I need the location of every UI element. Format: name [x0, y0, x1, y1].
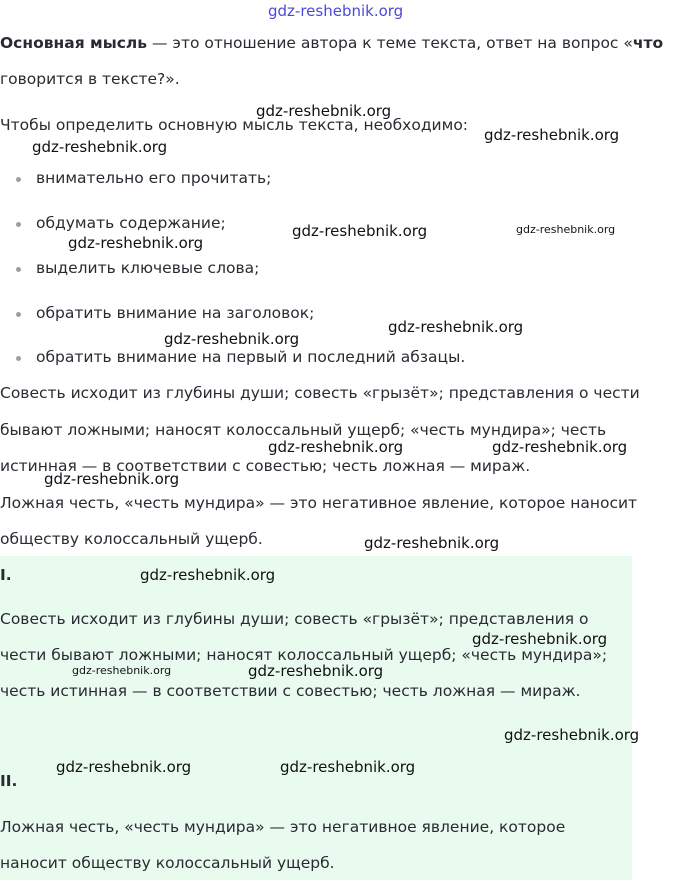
watermark: gdz-reshebnik.org	[472, 630, 608, 648]
watermark: gdz-reshebnik.org	[492, 438, 628, 456]
answer-part-1-line: Совесть исходит из глубины души; совесть «грызёт»; представления о	[0, 610, 589, 628]
watermark: gdz-reshebnik.org	[248, 662, 384, 680]
text-line: Совесть исходит из глубины души; совесть «грызёт»; представления о чести	[0, 384, 640, 402]
watermark: gdz-reshebnik.org	[56, 758, 192, 776]
watermark: gdz-reshebnik.org	[504, 726, 640, 744]
text-line: истинная — в соответствии с совестью; честь ложная — мираж.	[0, 457, 531, 475]
answer-part-1-line: честь истинная — в соответствии с совестью; честь ложная — мираж.	[0, 682, 581, 700]
bullet-icon	[16, 267, 21, 272]
watermark: gdz-reshebnik.org	[44, 470, 180, 488]
answer-part-2-label: II.	[0, 772, 18, 790]
watermark: gdz-reshebnik.org	[72, 664, 172, 677]
watermark: gdz-reshebnik.org	[388, 318, 524, 336]
text-line: обществу колоссальный ущерб.	[0, 530, 263, 548]
text-line: Ложная честь, «честь мундира» — это негативное явление, которое наносит	[0, 494, 638, 512]
watermark: gdz-reshebnik.org	[292, 222, 428, 240]
intro-line-1	[0, 34, 663, 52]
watermark: gdz-reshebnik.org	[280, 758, 416, 776]
answer-part-2-line: Ложная честь, «честь мундира» — это негативное явление, которое	[0, 818, 566, 836]
intro-line-2: говорится в тексте?».	[0, 70, 180, 88]
term-main-idea: Основная мысль	[0, 34, 148, 52]
watermark: gdz-reshebnik.org	[484, 126, 620, 144]
text-line: бывают ложными; наносят колоссальный ущерб; «честь мундира»; честь	[0, 421, 607, 439]
term-what: что	[632, 34, 664, 52]
bullet-icon	[16, 356, 21, 361]
definition-text: — это отношение автора к теме текста, ответ на вопрос «	[147, 34, 633, 52]
watermark: gdz-reshebnik.org	[164, 330, 300, 348]
bullet-icon	[16, 312, 21, 317]
bullet-icon	[16, 177, 21, 182]
bullet-icon	[16, 222, 21, 227]
watermark: gdz-reshebnik.org	[32, 138, 168, 156]
steps-lead: Чтобы определить основную мысль текста, необходимо:	[0, 116, 469, 134]
watermark: gdz-reshebnik.org	[516, 223, 616, 236]
watermark: gdz-reshebnik.org	[256, 102, 392, 120]
watermark: gdz-reshebnik.org	[268, 438, 404, 456]
watermark: gdz-reshebnik.org	[364, 534, 500, 552]
watermark: gdz-reshebnik.org	[140, 566, 276, 584]
watermark-top: gdz-reshebnik.org	[268, 2, 404, 20]
answer-part-2-line: наносит обществу колоссальный ущерб.	[0, 854, 335, 872]
answer-part-1-label: I.	[0, 566, 12, 584]
watermark: gdz-reshebnik.org	[68, 234, 204, 252]
answer-part-1-line: чести бывают ложными; наносят колоссальный ущерб; «честь мундира»;	[0, 646, 608, 664]
